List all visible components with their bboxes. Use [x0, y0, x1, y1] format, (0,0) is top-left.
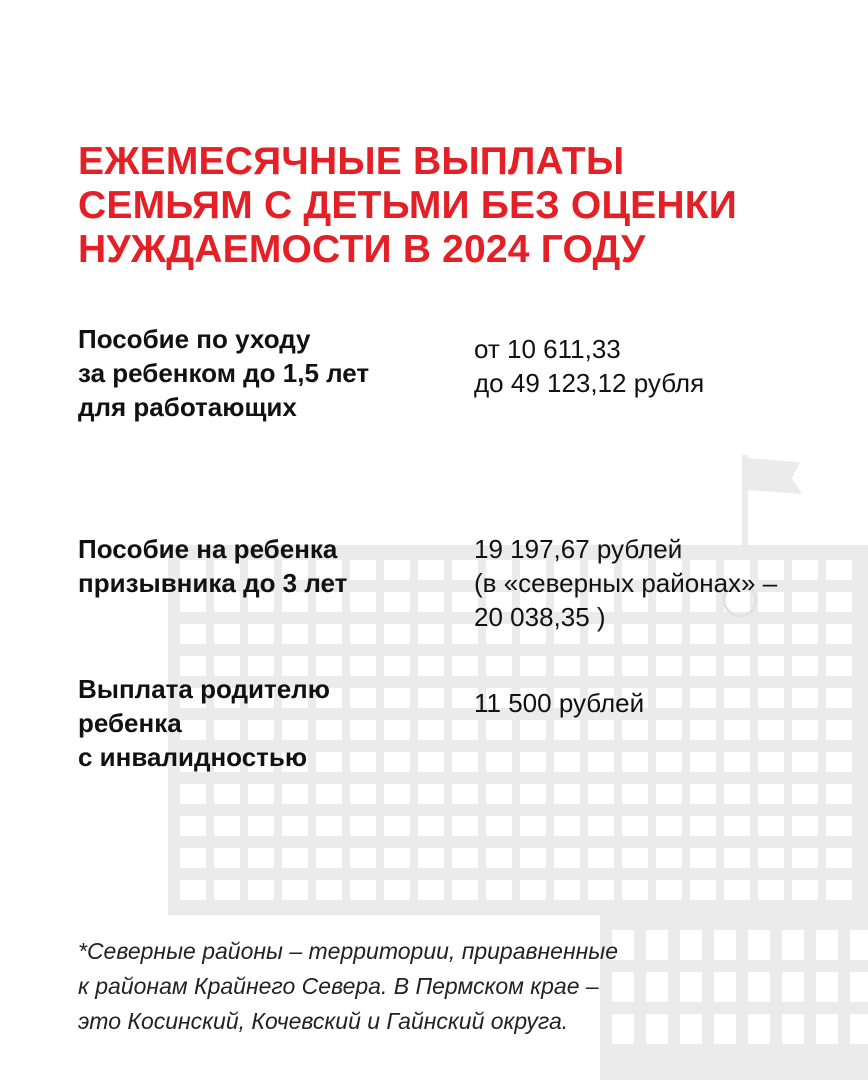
page-title — [78, 140, 838, 272]
building-window — [452, 880, 478, 900]
title-line: ЕЖЕМЕСЯЧНЫЕ ВЫПЛАТЫ — [78, 140, 625, 183]
building-window — [180, 848, 206, 868]
building-window — [180, 880, 206, 900]
building-window — [248, 624, 274, 644]
building-window — [588, 784, 614, 804]
building-window — [792, 816, 818, 836]
building-window — [452, 752, 478, 772]
building-window — [214, 624, 240, 644]
building-window — [690, 720, 716, 740]
building-window — [282, 784, 308, 804]
benefit-label-line: Пособие по уходу — [78, 324, 311, 354]
building-window — [350, 848, 376, 868]
building-window — [690, 784, 716, 804]
building-window — [384, 784, 410, 804]
building-window — [384, 848, 410, 868]
building-window — [554, 720, 580, 740]
building-window — [622, 720, 648, 740]
building-window — [656, 784, 682, 804]
building-window — [826, 656, 852, 676]
building-window — [282, 880, 308, 900]
building-window — [350, 816, 376, 836]
building-window — [452, 656, 478, 676]
building-window — [792, 656, 818, 676]
building-window — [724, 752, 750, 772]
building-window — [486, 816, 512, 836]
building-window — [384, 624, 410, 644]
building-window — [248, 784, 274, 804]
building-window — [486, 656, 512, 676]
building-window — [214, 848, 240, 868]
building-window — [384, 880, 410, 900]
benefit-label-line: за ребенком до 1,5 лет — [78, 358, 370, 388]
building-window — [850, 972, 868, 1002]
building-window — [758, 720, 784, 740]
building-window — [520, 784, 546, 804]
building-window — [418, 816, 444, 836]
building-window — [486, 848, 512, 868]
footnote-line: это Косинский, Кочевский и Гайнский округа. — [78, 1008, 569, 1034]
building-window — [554, 784, 580, 804]
building-window — [282, 848, 308, 868]
benefit-amount-line: 19 197,67 рублей — [474, 534, 683, 564]
building-window — [724, 816, 750, 836]
building-window — [282, 624, 308, 644]
benefit-label — [78, 322, 438, 424]
benefit-label — [78, 532, 438, 600]
building-window — [622, 880, 648, 900]
building-window — [758, 656, 784, 676]
building-window — [520, 656, 546, 676]
building-window — [792, 880, 818, 900]
benefit-label-line: ребенка — [78, 708, 182, 738]
building-window — [214, 880, 240, 900]
building-window — [622, 816, 648, 836]
building-window — [758, 880, 784, 900]
building-window — [792, 720, 818, 740]
building-window — [816, 930, 838, 960]
building-window — [418, 880, 444, 900]
building-window — [724, 848, 750, 868]
building-window — [316, 848, 342, 868]
building-window — [214, 816, 240, 836]
benefit-label-line: с инвалидностью — [78, 742, 308, 772]
building-window — [656, 848, 682, 868]
benefit-amount-line: от 10 611,33 — [474, 334, 621, 364]
building-window — [622, 656, 648, 676]
building-window — [724, 784, 750, 804]
building-window — [792, 752, 818, 772]
building-window — [826, 752, 852, 772]
building-window — [316, 624, 342, 644]
building-window — [656, 656, 682, 676]
building-window — [350, 880, 376, 900]
building-window — [214, 784, 240, 804]
benefit-label — [78, 672, 438, 774]
flag-graphic — [748, 458, 802, 494]
building-window — [724, 656, 750, 676]
building-window — [452, 720, 478, 740]
building-window — [452, 848, 478, 868]
building-window — [826, 880, 852, 900]
building-window — [690, 848, 716, 868]
building-window — [826, 720, 852, 740]
building-window — [656, 880, 682, 900]
building-window — [792, 784, 818, 804]
building-window — [486, 720, 512, 740]
benefit-amount-line: 11 500 рублей — [474, 688, 645, 718]
title-line: НУЖДАЕМОСТИ В 2024 ГОДУ — [78, 228, 646, 271]
building-window — [588, 752, 614, 772]
benefit-amount-line: до 49 123,12 рубля — [474, 368, 705, 398]
building-window — [656, 752, 682, 772]
building-window — [520, 816, 546, 836]
benefit-amount-line: (в «северных районах» – — [474, 568, 778, 598]
building-window — [826, 816, 852, 836]
building-window — [248, 848, 274, 868]
benefit-amount — [474, 686, 854, 720]
building-window — [486, 752, 512, 772]
building-window — [816, 1014, 838, 1044]
building-window — [622, 784, 648, 804]
building-window — [850, 1014, 868, 1044]
building-window — [486, 880, 512, 900]
building-window — [418, 784, 444, 804]
building-window — [418, 624, 444, 644]
building-window — [248, 816, 274, 836]
building-window — [418, 848, 444, 868]
footnote-line: *Северные районы – территории, приравненные — [78, 938, 618, 964]
building-window — [520, 848, 546, 868]
building-window — [180, 784, 206, 804]
building-window — [180, 816, 206, 836]
building-window — [816, 972, 838, 1002]
building-window — [248, 880, 274, 900]
benefit-amount — [474, 532, 854, 634]
building-window — [452, 784, 478, 804]
building-window — [486, 784, 512, 804]
footnote-line: к районам Крайнего Севера. В Пермском крае – — [78, 973, 599, 999]
building-window — [656, 816, 682, 836]
building-window — [384, 816, 410, 836]
title-line: СЕМЬЯМ С ДЕТЬМИ БЕЗ ОЦЕНКИ — [78, 184, 737, 227]
building-window — [180, 624, 206, 644]
building-window — [588, 880, 614, 900]
building-window — [690, 752, 716, 772]
building-window — [520, 880, 546, 900]
building-window — [656, 720, 682, 740]
building-window — [350, 624, 376, 644]
benefit-amount — [474, 332, 854, 400]
benefit-label-line: призывника до 3 лет — [78, 568, 348, 598]
building-window — [792, 848, 818, 868]
benefit-label-line: Пособие на ребенка — [78, 534, 338, 564]
building-window — [850, 930, 868, 960]
footnote — [78, 934, 798, 1039]
building-window — [758, 816, 784, 836]
building-window — [316, 816, 342, 836]
building-window — [554, 816, 580, 836]
benefit-label-line: для работающих — [78, 392, 297, 422]
building-window — [622, 848, 648, 868]
building-window — [758, 848, 784, 868]
building-window — [316, 784, 342, 804]
building-window — [554, 656, 580, 676]
building-window — [588, 816, 614, 836]
building-window — [520, 720, 546, 740]
building-window — [520, 752, 546, 772]
benefit-label-line: Выплата родителю — [78, 674, 330, 704]
building-window — [724, 720, 750, 740]
building-window — [554, 880, 580, 900]
building-window — [690, 656, 716, 676]
building-window — [588, 656, 614, 676]
building-window — [826, 784, 852, 804]
building-window — [350, 784, 376, 804]
building-window — [588, 848, 614, 868]
building-window — [452, 816, 478, 836]
building-window — [826, 848, 852, 868]
building-window — [724, 880, 750, 900]
building-window — [316, 880, 342, 900]
building-window — [622, 752, 648, 772]
building-window — [690, 880, 716, 900]
building-window — [588, 720, 614, 740]
building-window — [282, 816, 308, 836]
building-window — [758, 752, 784, 772]
building-window — [758, 784, 784, 804]
building-window — [554, 848, 580, 868]
benefit-amount-line: 20 038,35 ) — [474, 602, 606, 632]
building-window — [554, 752, 580, 772]
building-window — [690, 816, 716, 836]
